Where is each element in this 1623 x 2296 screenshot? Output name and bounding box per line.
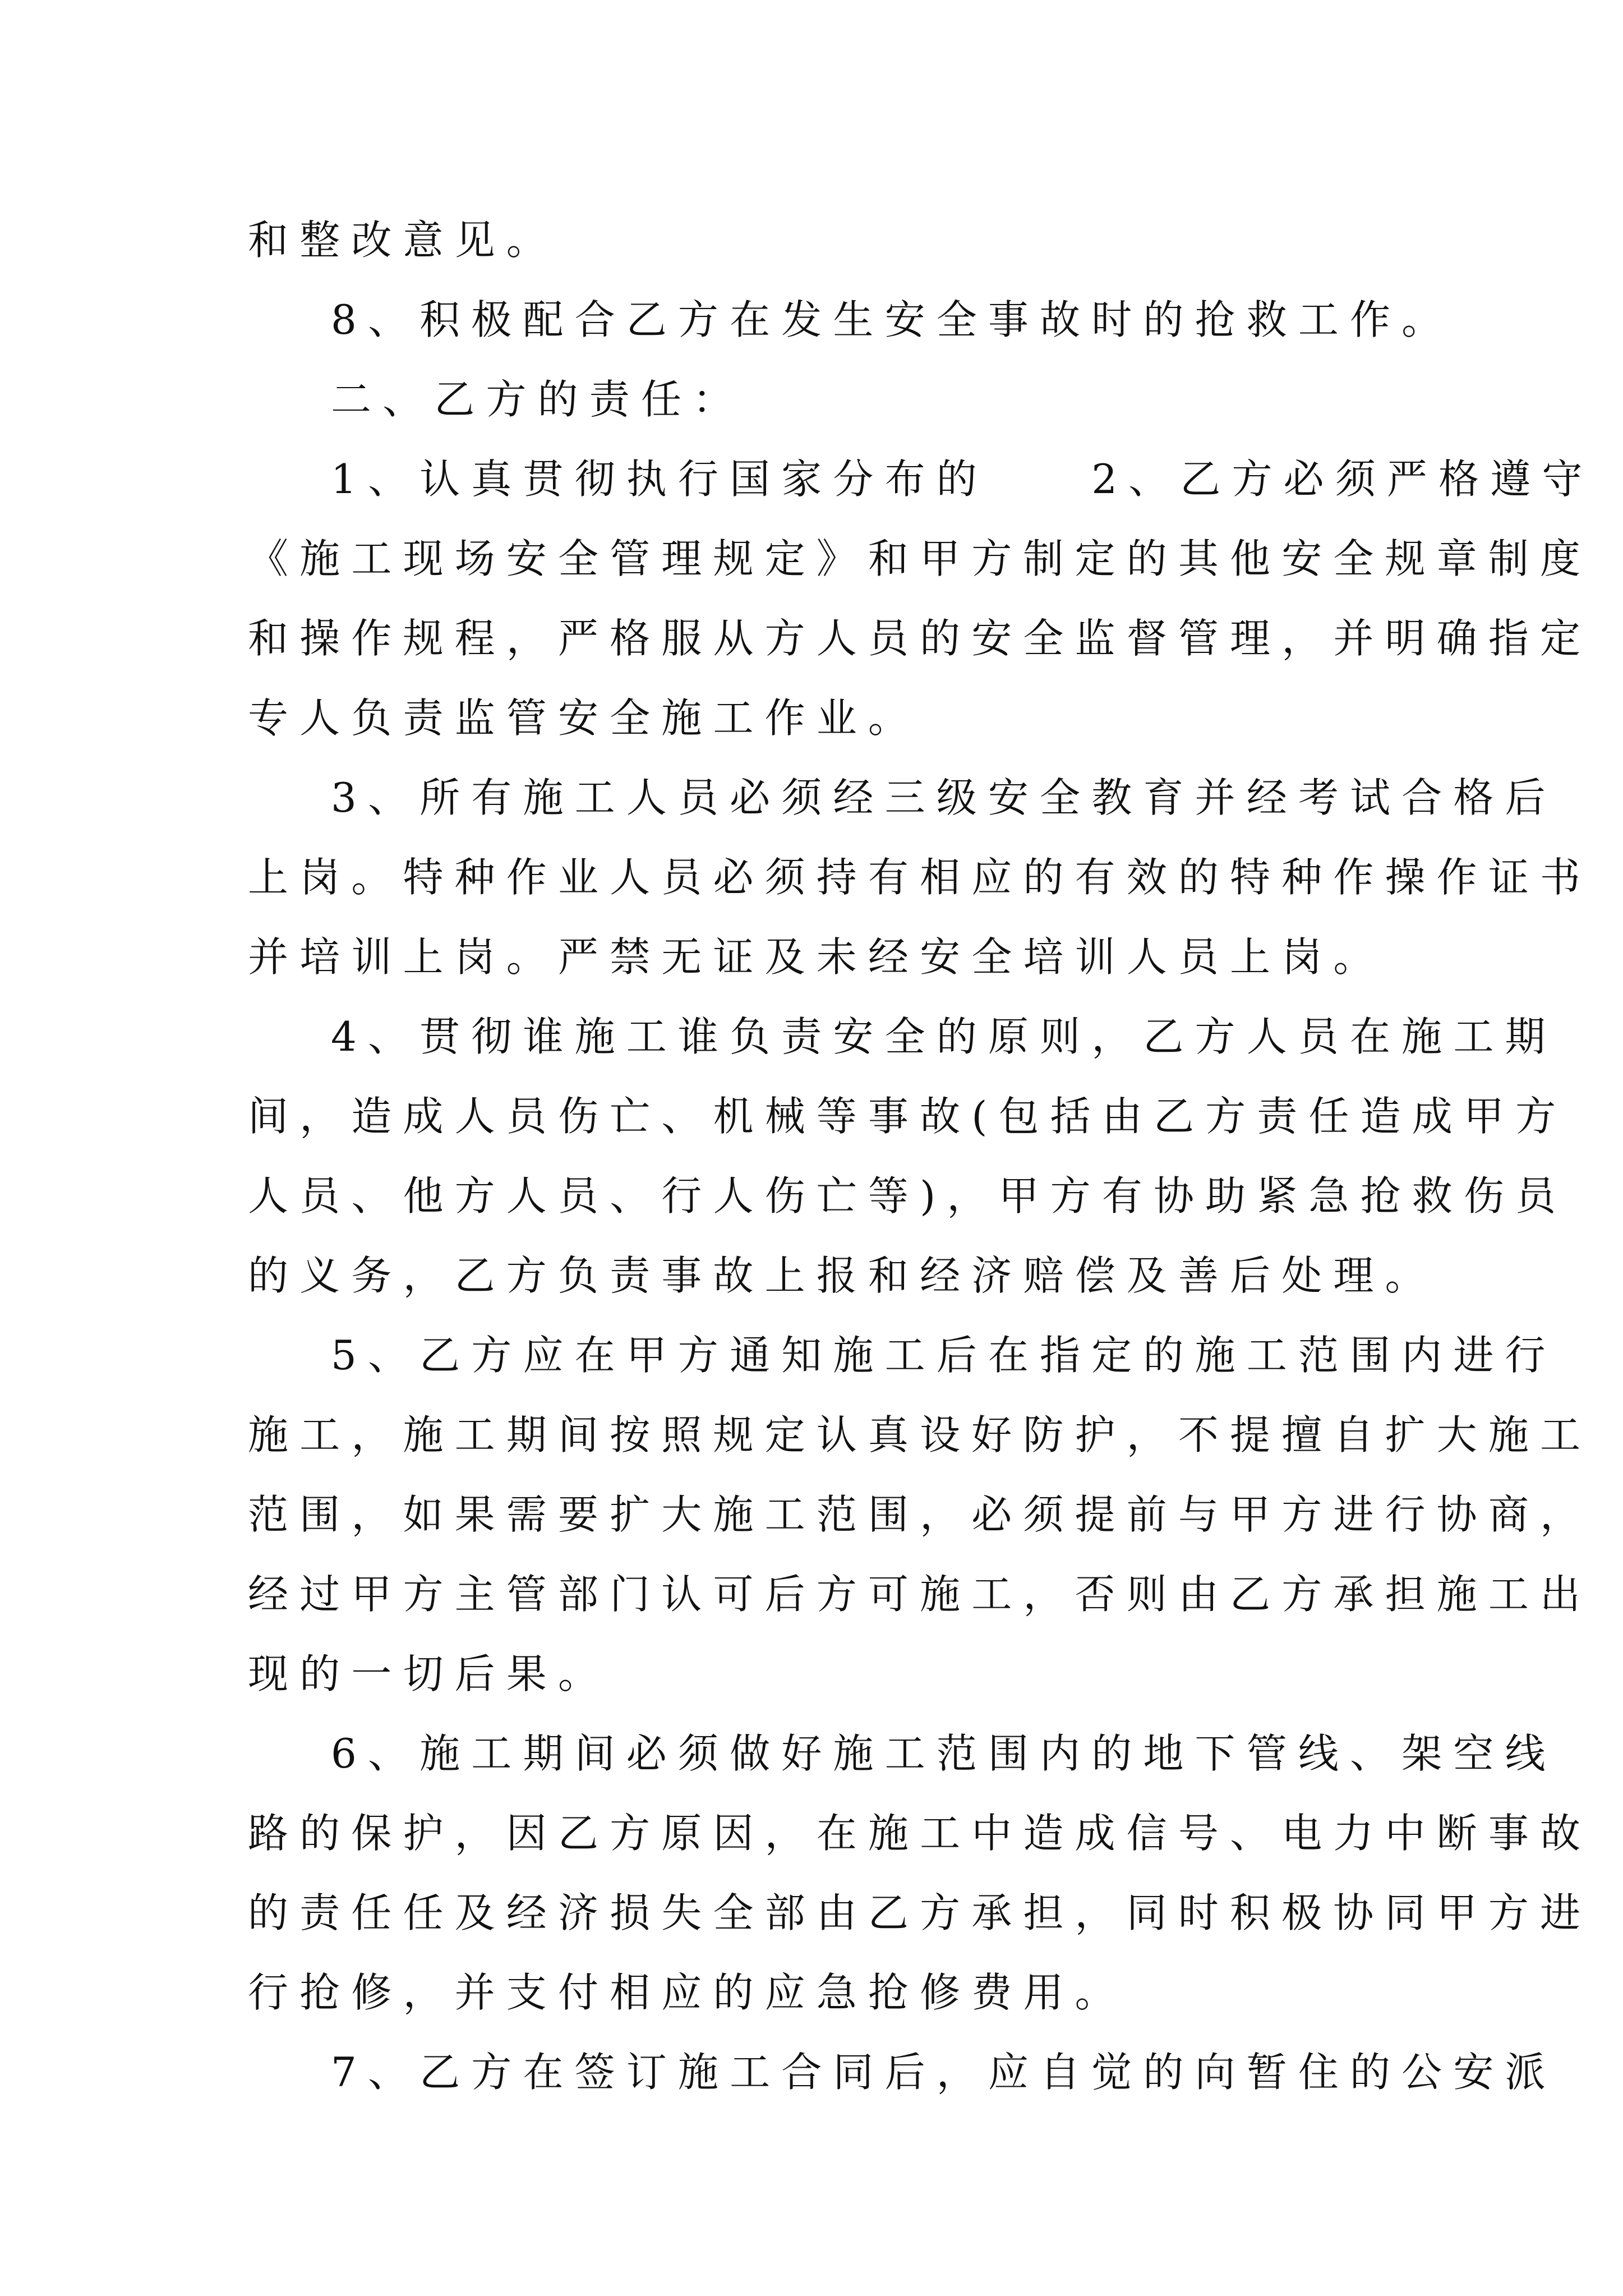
text-line: 范围，如果需要扩大施工范围，必须提前与甲方进行协商， [248,1491,1592,1538]
text-line: 路的保护，因乙方原因，在施工中造成信号、电力中断事故 [248,1810,1592,1857]
text-line: 间，造成人员伤亡、机械等事故(包括由乙方责任造成甲方 [248,1093,1567,1140]
text-line: 专人负责监管安全施工作业。 [248,694,920,742]
text-line: 《施工现场安全管理规定》和甲方制定的其他安全规章制度 [248,535,1592,582]
text-line: 上岗。特种作业人员必须持有相应的有效的特种作操作证书 [248,854,1592,901]
text-line: 1、认真贯彻执行国家分布的 2、乙方必须严格遵守 [331,455,1594,503]
text-line: 3、所有施工人员必须经三级安全教育并经考试合格后 [331,774,1557,821]
text-line: 4、贯彻谁施工谁负责安全的原则，乙方人员在施工期 [331,1013,1557,1060]
text-line: 7、乙方在签订施工合同后，应自觉的向暂住的公安派 [331,2049,1557,2096]
text-line: 施工，施工期间按照规定认真设好防护，不提擅自扩大施工 [248,1411,1592,1458]
text-line: 行抢修，并支付相应的应急抢修费用。 [248,1969,1127,2016]
text-line: 经过甲方主管部门认可后方可施工，否则由乙方承担施工出 [248,1571,1592,1618]
text-line: 的责任任及经济损失全部由乙方承担，同时积极协同甲方进 [248,1889,1592,1936]
text-line: 8、积极配合乙方在发生安全事故时的抢救工作。 [331,296,1454,343]
text-line: 并培训上岗。严禁无证及未经安全培训人员上岗。 [248,933,1385,981]
text-line: 6、施工期间必须做好施工范围内的地下管线、架空线 [331,1730,1557,1777]
section-heading: 二、乙方的责任： [331,376,745,423]
text-line: 和整改意见。 [248,217,558,264]
text-line: 的义务，乙方负责事故上报和经济赔偿及善后处理。 [248,1252,1437,1299]
text-line: 现的一切后果。 [248,1650,610,1697]
text-line: 和操作规程，严格服从方人员的安全监督管理，并明确指定 [248,615,1592,662]
text-line: 5、乙方应在甲方通知施工后在指定的施工范围内进行 [331,1332,1557,1379]
text-line: 人员、他方人员、行人伤亡等)，甲方有协助紧急抢救伤员 [248,1172,1567,1220]
